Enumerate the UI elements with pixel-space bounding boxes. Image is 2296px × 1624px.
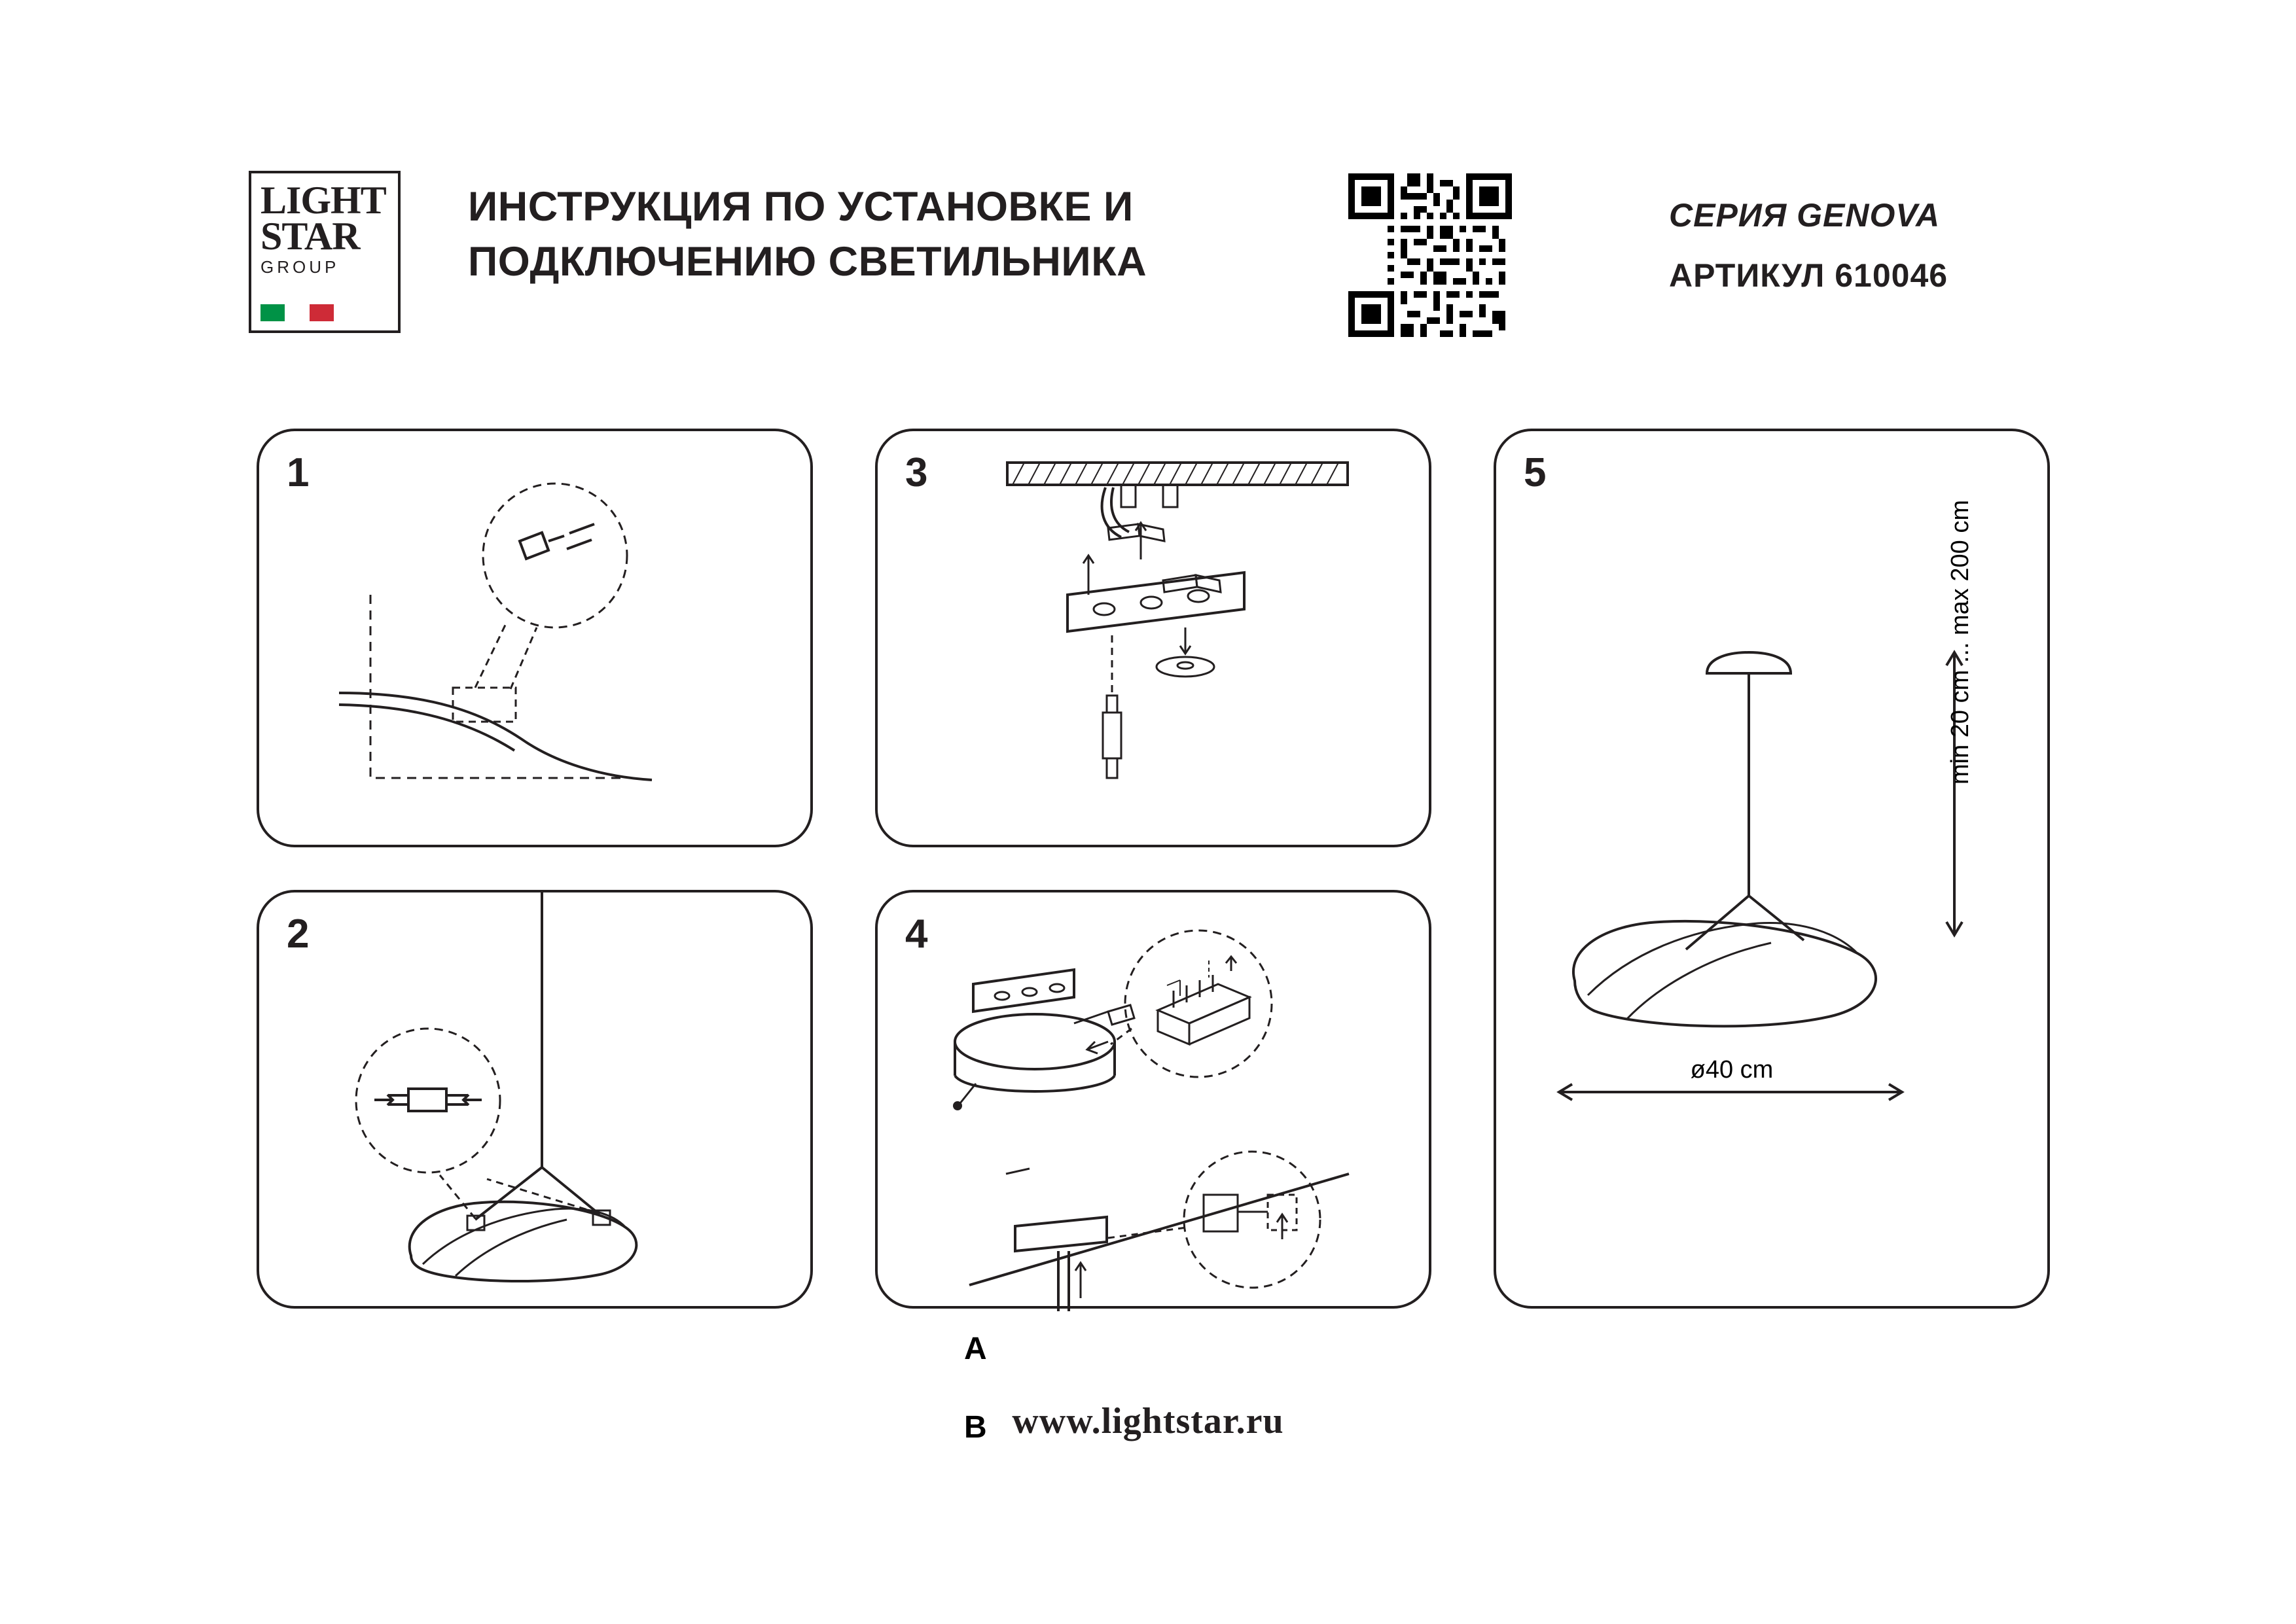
step-number-1: 1: [287, 450, 310, 495]
step-panel-2: [257, 890, 813, 1309]
height-dimension-label: min 20 cm ... max 200 cm: [1946, 499, 1974, 785]
footer-url[interactable]: www.lightstar.ru: [1012, 1401, 1284, 1441]
step-panel-3: [875, 429, 1431, 847]
step-number-4: 4: [905, 911, 928, 957]
step-panel-1: [257, 429, 813, 847]
logo-line-group: GROUP: [260, 257, 340, 277]
step-3-illustration: [878, 431, 1434, 850]
article-label: АРТИКУЛ 610046: [1669, 257, 1948, 294]
step-1-illustration: [259, 431, 816, 850]
step-number-3: 3: [905, 450, 928, 495]
step-4-illustration: [878, 892, 1434, 1311]
diameter-dimension-label: ø40 cm: [1690, 1056, 1774, 1084]
brand-logo: [249, 171, 401, 333]
step-number-2: 2: [287, 911, 310, 957]
italian-flag-icon: [260, 304, 334, 321]
qr-code-icon: [1348, 173, 1512, 337]
page-title: ИНСТРУКЦИЯ ПО УСТАНОВКЕ И ПОДКЛЮЧЕНИЮ СВЕТИЛЬНИКА: [468, 184, 1147, 285]
logo-line-star: STAR: [260, 215, 360, 258]
step-panel-5: [1494, 429, 2050, 1309]
document-header: [249, 167, 2055, 337]
step-2-illustration: [259, 892, 816, 1311]
label-b: B: [964, 1410, 987, 1445]
step-number-5: 5: [1524, 450, 1547, 495]
label-a: A: [964, 1332, 987, 1366]
logo-line-light: LIGHT: [260, 179, 386, 222]
product-meta: [1669, 196, 2062, 294]
series-label: СЕРИЯ GENOVA: [1669, 197, 1941, 234]
